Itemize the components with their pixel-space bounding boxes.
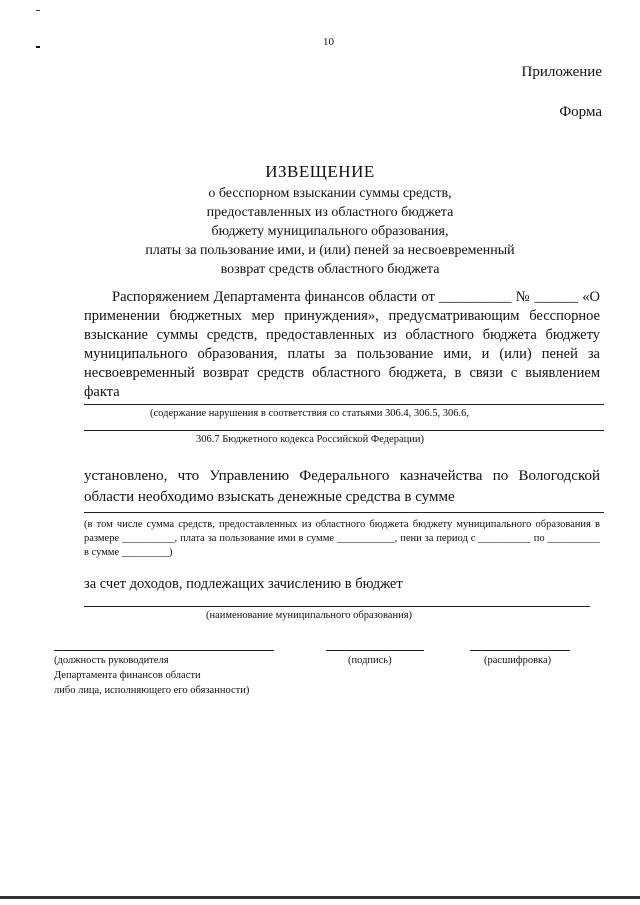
position-fill-line bbox=[54, 650, 274, 651]
document-subtitle bbox=[100, 184, 560, 279]
position-line: (должность руководителя bbox=[54, 655, 169, 666]
position-caption bbox=[54, 653, 249, 698]
signature-caption: (подпись) bbox=[348, 655, 392, 666]
established-text: установлено, что Управлению Федерального казначейства по Вологодской области необходимо взыскать денежные средства в сумме bbox=[84, 468, 600, 505]
scan-edge bbox=[0, 896, 640, 899]
position-line: либо лица, исполняющего его обязанности) bbox=[54, 685, 250, 696]
subtitle-line: предоставленных из областного бюджета bbox=[206, 205, 454, 220]
subtitle-line: о бесспорном взыскании суммы средств, bbox=[208, 186, 452, 201]
expense-text: за счет доходов, подлежащих зачислению в бюджет bbox=[84, 576, 403, 592]
appendix-label: Приложение bbox=[521, 64, 602, 80]
form-label: Форма bbox=[559, 104, 602, 120]
signature-fill-line bbox=[326, 650, 424, 651]
position-line: Департамента финансов области bbox=[54, 670, 201, 681]
decode-caption: (расшифровка) bbox=[484, 655, 552, 666]
document-title: ИЗВЕЩЕНИЕ bbox=[265, 162, 375, 181]
amount-fill-line bbox=[84, 512, 604, 513]
municipality-caption: (наименование муниципального образования) bbox=[206, 610, 413, 621]
subtitle-line: бюджету муниципального образования, bbox=[211, 224, 449, 239]
violation-caption-1: (содержание нарушения в соответствия со статьями 306.4, 306.5, 306.6, bbox=[150, 408, 470, 419]
violation-fill-line bbox=[84, 404, 604, 405]
amount-note: (в том числе сумма средств, предоставленных из областного бюджета бюджету муниципального образования в размере __________, плата за пользование ими в сумме ___________, пени за период с __________ по __________ в сумме _________) bbox=[84, 519, 600, 558]
body-paragraph-text: Распоряжением Департамента финансов области от __________ № ______ «О применении бюджетных мер принуждения», предусматривающим бесспорное взыскание суммы средств, предоставленных из областного бюджета бюджету муниципального образования, платы за пользование ими, и (или) пеней за несвоевременный возврат средств областного бюджета, в связи с выявлением факта bbox=[84, 289, 600, 400]
subtitle-line: возврат средств областного бюджета bbox=[220, 262, 440, 277]
violation-caption-2: 306.7 Бюджетного кодекса Российской Федерации) bbox=[196, 434, 424, 445]
subtitle-line: платы за пользование ими, и (или) пеней за несвоевременный bbox=[145, 243, 515, 258]
scan-mark bbox=[36, 46, 40, 48]
decode-fill-line bbox=[470, 650, 570, 651]
body-paragraph bbox=[84, 288, 600, 402]
page-number: 10 bbox=[323, 36, 334, 48]
scan-mark bbox=[36, 10, 40, 11]
violation-fill-line-2 bbox=[84, 430, 604, 431]
municipality-fill-line bbox=[84, 606, 590, 607]
